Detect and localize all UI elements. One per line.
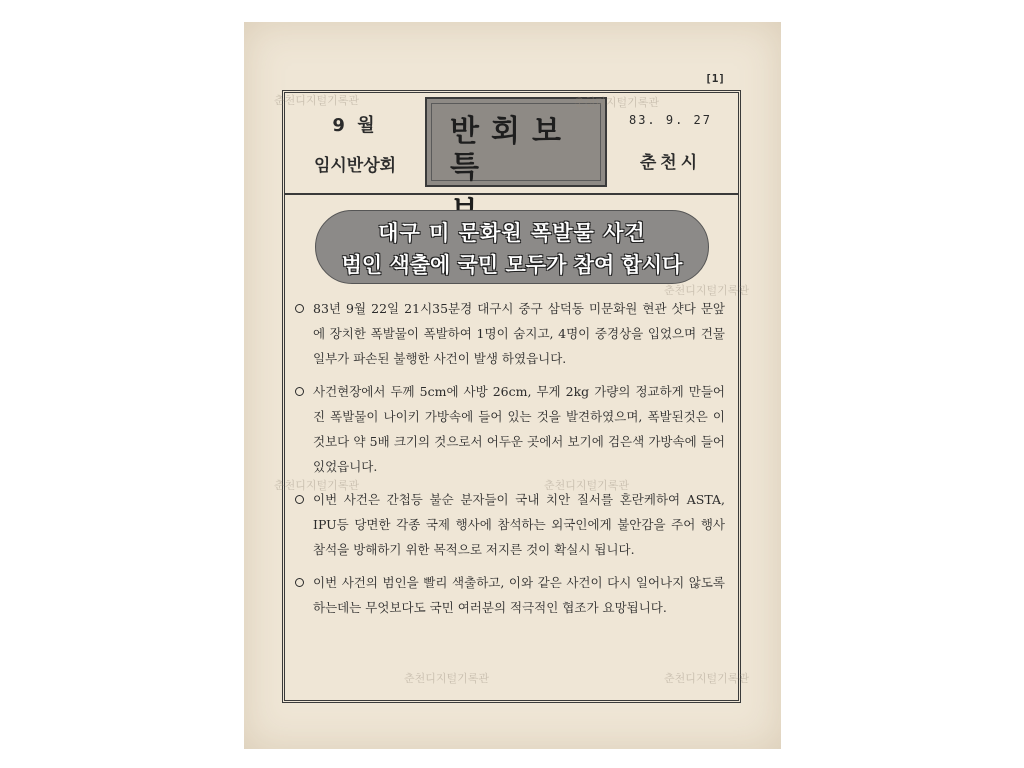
watermark: 춘천디지털기록관 bbox=[544, 479, 630, 492]
list-item bbox=[295, 296, 725, 371]
title-line-1: 반회보 bbox=[450, 114, 573, 149]
circle-bullet-icon bbox=[295, 495, 304, 504]
issue-month: 9 월 bbox=[332, 115, 378, 136]
headline-line-2: 범인 색출에 국민 모두가 참여 합시다 bbox=[341, 253, 683, 277]
list-item bbox=[295, 487, 725, 562]
watermark: 춘천디지털기록관 bbox=[574, 96, 660, 109]
circle-bullet-icon bbox=[295, 387, 304, 396]
page-number: [1] bbox=[705, 72, 725, 85]
item-text: 83년 9월 22일 21시35분경 대구시 중구 삼덕동 미문화원 현관 샷다 문앞에 장치한 폭발물이 폭발하여 1명이 숨지고, 4명이 중경상을 입었으며 건물 일부가 파손된 불행한 사건이 발생 하였읍니다. bbox=[313, 301, 725, 366]
headline-banner bbox=[315, 210, 709, 284]
circle-bullet-icon bbox=[295, 578, 304, 587]
watermark: 춘천디지털기록관 bbox=[404, 672, 490, 685]
item-text: 이번 사건의 범인을 빨리 색출하고, 이와 같은 사건이 다시 일어나지 않도록 하는데는 무엇보다도 국민 여러분의 적극적인 협조가 요망됩니다. bbox=[313, 575, 725, 615]
header-left bbox=[285, 93, 425, 193]
item-text: 사건현장에서 두께 5cm에 사방 26cm, 무게 2kg 가량의 정교하게 만들어진 폭발물이 나이키 가방속에 들어 있는 것을 발견하였으며, 폭발된것은 이것보다 약 5배 크기의 것으로서 어두운 곳에서 보기에 검은색 가방속에 들어 있었읍니다. bbox=[313, 384, 725, 474]
bulletin-frame bbox=[282, 90, 741, 703]
title-box bbox=[425, 97, 607, 187]
list-item bbox=[295, 379, 725, 479]
title-line-2: 특 bbox=[450, 150, 535, 185]
list-item bbox=[295, 570, 725, 620]
headline-line-1: 대구 미 문화원 폭발물 사건 bbox=[378, 221, 646, 245]
city-name: 춘천시 bbox=[639, 153, 702, 173]
article-items bbox=[295, 296, 725, 628]
issue-date: 83. 9. 27 bbox=[628, 113, 713, 127]
watermark: 춘천디지털기록관 bbox=[664, 284, 750, 297]
circle-bullet-icon bbox=[295, 304, 304, 313]
document-page bbox=[244, 22, 781, 749]
watermark: 춘천디지털기록관 bbox=[664, 672, 750, 685]
meeting-label: 임시반상회 bbox=[313, 156, 397, 176]
bulletin-header bbox=[285, 93, 738, 195]
watermark: 춘천디지털기록관 bbox=[274, 94, 360, 107]
watermark: 춘천디지털기록관 bbox=[274, 479, 360, 492]
item-text: 이번 사건은 간첩등 불순 분자들이 국내 치안 질서를 혼란케하여 ASTA, IPU등 당면한 각종 국제 행사에 참석하는 외국인에게 불안감을 주어 행사 참석을 방해하기 위한 목적으로 저지른 것이 확실시 됩니다. bbox=[313, 492, 725, 557]
